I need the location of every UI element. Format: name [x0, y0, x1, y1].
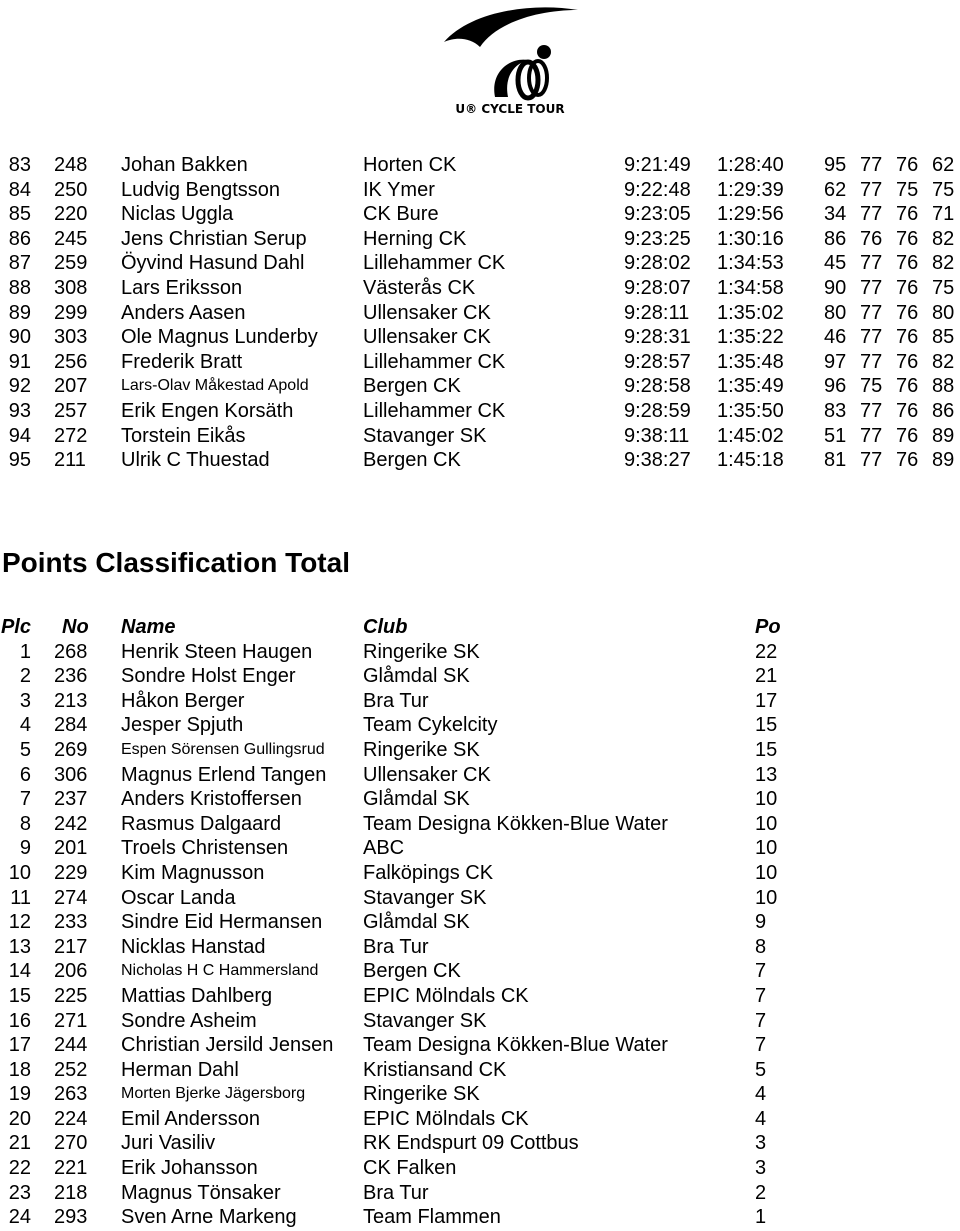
cell-points: 21 — [755, 665, 778, 688]
cell-p4: 75 — [932, 276, 955, 299]
cell-time: 9:23:25 — [624, 227, 691, 250]
cell-p3: 76 — [896, 449, 919, 472]
cell-name: Lars-Olav Måkestad Apold — [121, 377, 309, 395]
table-row — [0, 202, 960, 227]
cell-no: 250 — [54, 178, 88, 201]
cell-name: Anders Aasen — [121, 301, 246, 324]
cell-name: Kim Magnusson — [121, 861, 265, 884]
cell-name: Torstein Eikås — [121, 424, 246, 447]
table-row — [0, 178, 960, 203]
cell-club: CK Falken — [363, 1157, 457, 1180]
table-row — [0, 301, 960, 326]
cell-no: 259 — [54, 252, 88, 275]
cell-club: Kristiansand CK — [363, 1058, 507, 1081]
cell-name: Henrik Steen Haugen — [121, 640, 313, 663]
cell-points: 10 — [755, 812, 778, 835]
cell-no: 233 — [54, 911, 88, 934]
cell-plc: 12 — [8, 911, 31, 934]
cell-plc: 3 — [19, 689, 31, 712]
cell-plc: 87 — [8, 252, 31, 275]
cell-name: Espen Sörensen Gullingsrud — [121, 740, 325, 758]
table-row — [0, 1181, 960, 1206]
cell-plc: 93 — [8, 399, 31, 422]
table-row — [0, 1058, 960, 1083]
table-row — [0, 738, 960, 763]
cell-name: Jesper Spjuth — [121, 714, 244, 737]
table-row — [0, 251, 960, 276]
cell-name: Johan Bakken — [121, 154, 248, 176]
points-table — [0, 615, 960, 1230]
cell-p1: 90 — [824, 276, 847, 299]
cell-name: Ludvig Bengtsson — [121, 178, 281, 201]
cell-club: IK Ymer — [363, 178, 435, 201]
cell-p2: 75 — [860, 375, 883, 398]
table-row — [0, 984, 960, 1009]
table-row — [0, 1009, 960, 1034]
cell-no: 236 — [54, 665, 88, 688]
cell-time: 9:22:48 — [624, 178, 691, 201]
cell-points: 10 — [755, 861, 778, 884]
cell-p1: 97 — [824, 350, 847, 373]
cell-club: Bra Tur — [363, 1181, 429, 1204]
cell-no: 256 — [54, 350, 88, 373]
cell-plc: 16 — [8, 1009, 31, 1032]
cell-time: 9:28:31 — [624, 326, 691, 349]
cell-p4: 82 — [932, 252, 955, 275]
cell-gap: 1:35:02 — [717, 301, 784, 324]
cell-name: Morten Bjerke Jägersborg — [121, 1085, 306, 1103]
cell-name: Herman Dahl — [121, 1058, 239, 1081]
cell-p3: 76 — [896, 301, 919, 324]
cell-p4: 62 — [932, 154, 955, 176]
cell-p2: 77 — [860, 449, 883, 472]
cell-club: Horten CK — [363, 154, 457, 176]
cell-p2: 77 — [860, 178, 883, 201]
cell-p2: 77 — [860, 276, 883, 299]
cell-plc: 92 — [8, 375, 31, 398]
cell-points: 15 — [755, 738, 778, 761]
cell-p2: 77 — [860, 350, 883, 373]
cell-club: Team Designa Kökken-Blue Water — [363, 1034, 668, 1057]
cell-p3: 76 — [896, 375, 919, 398]
cell-points: 7 — [755, 984, 767, 1007]
cell-name: Erik Johansson — [121, 1157, 258, 1180]
cell-p2: 77 — [860, 399, 883, 422]
cell-points: 7 — [755, 1034, 767, 1057]
cell-time: 9:28:11 — [624, 301, 690, 324]
table-row — [0, 910, 960, 935]
table-row — [0, 424, 960, 449]
header-no: No — [62, 616, 89, 638]
cyclist-swoosh-icon — [440, 2, 580, 102]
cell-p2: 77 — [860, 424, 883, 447]
cell-points: 5 — [755, 1058, 767, 1081]
cell-club: Ullensaker CK — [363, 326, 491, 349]
cell-name: Magnus Tönsaker — [121, 1181, 281, 1204]
cell-p1: 81 — [824, 449, 847, 472]
cell-plc: 95 — [8, 449, 31, 472]
cell-no: 211 — [54, 449, 86, 472]
cell-p4: 88 — [932, 375, 955, 398]
cell-club: Stavanger SK — [363, 886, 487, 909]
cell-p1: 86 — [824, 227, 847, 250]
cell-plc: 10 — [8, 861, 31, 884]
cell-p4: 86 — [932, 399, 955, 422]
cell-club: Glåmdal SK — [363, 665, 470, 688]
cell-no: 244 — [54, 1034, 88, 1057]
cell-p1: 83 — [824, 399, 847, 422]
cell-points: 17 — [755, 689, 778, 712]
cell-no: 293 — [54, 1206, 88, 1229]
cell-p1: 46 — [824, 326, 847, 349]
cell-points: 4 — [755, 1107, 767, 1130]
cell-points: 22 — [755, 640, 778, 663]
cell-name: Jens Christian Serup — [121, 227, 307, 250]
cell-p4: 89 — [932, 424, 955, 447]
cell-plc: 85 — [8, 203, 31, 226]
cell-no: 269 — [54, 738, 88, 761]
cell-p3: 76 — [896, 326, 919, 349]
cell-p3: 76 — [896, 203, 919, 226]
table-row — [0, 640, 960, 665]
table-row — [0, 374, 960, 399]
cell-time: 9:23:05 — [624, 203, 691, 226]
cell-club: Västerås CK — [363, 276, 476, 299]
cell-p4: 82 — [932, 350, 955, 373]
cell-plc: 90 — [8, 326, 31, 349]
cell-points: 10 — [755, 788, 778, 811]
cell-no: 237 — [54, 788, 88, 811]
cell-p2: 77 — [860, 326, 883, 349]
cell-club: Bra Tur — [363, 935, 429, 958]
cell-gap: 1:45:18 — [717, 449, 784, 472]
table-row — [0, 325, 960, 350]
cell-no: 248 — [54, 154, 88, 176]
table-row — [0, 1131, 960, 1156]
cell-gap: 1:35:22 — [717, 326, 784, 349]
table-row — [0, 448, 960, 473]
cell-plc: 1 — [19, 640, 31, 663]
cell-name: Rasmus Dalgaard — [121, 812, 282, 835]
cell-club: Ringerike SK — [363, 640, 480, 663]
cell-p4: 85 — [932, 326, 955, 349]
cell-points: 4 — [755, 1083, 767, 1106]
cell-name: Frederik Bratt — [121, 350, 243, 373]
cell-time: 9:38:11 — [624, 424, 690, 447]
header-po: Po — [755, 616, 781, 638]
cell-club: RK Endspurt 09 Cottbus — [363, 1132, 579, 1155]
cell-plc: 7 — [19, 788, 31, 811]
cell-no: 213 — [54, 689, 88, 712]
cell-name: Nicholas H C Hammersland — [121, 962, 319, 980]
cell-club: Herning CK — [363, 227, 467, 250]
table-header — [0, 615, 960, 640]
cell-name: Magnus Erlend Tangen — [121, 763, 327, 786]
cell-points: 15 — [755, 714, 778, 737]
cell-plc: 4 — [19, 714, 31, 737]
table-row — [0, 1033, 960, 1058]
cell-time: 9:28:07 — [624, 276, 691, 299]
cell-time: 9:28:57 — [624, 350, 691, 373]
cell-no: 272 — [54, 424, 88, 447]
cell-club: CK Bure — [363, 203, 439, 226]
header-plc: Plc — [0, 616, 31, 638]
cell-plc: 83 — [8, 154, 31, 176]
cell-no: 303 — [54, 326, 88, 349]
table-row — [0, 713, 960, 738]
cell-no: 263 — [54, 1083, 88, 1106]
cell-p4: 82 — [932, 227, 955, 250]
section-title: Points Classification Total — [2, 547, 350, 578]
cell-club: Team Cykelcity — [363, 714, 498, 737]
cell-points: 7 — [755, 1009, 767, 1032]
cell-plc: 9 — [19, 837, 31, 860]
cell-name: Erik Engen Korsäth — [121, 399, 294, 422]
cell-club: Lillehammer CK — [363, 399, 506, 422]
cell-name: Lars Eriksson — [121, 276, 243, 299]
cell-p2: 77 — [860, 203, 883, 226]
cell-points: 8 — [755, 935, 767, 958]
cell-p3: 75 — [896, 178, 919, 201]
cell-no: 268 — [54, 640, 88, 663]
cell-club: ABC — [363, 837, 405, 860]
cell-gap: 1:34:58 — [717, 276, 784, 299]
cell-no: 252 — [54, 1058, 88, 1081]
cell-plc: 23 — [8, 1181, 31, 1204]
cell-name: Juri Vasiliv — [121, 1132, 216, 1155]
table-row — [0, 227, 960, 252]
cell-plc: 8 — [19, 812, 31, 835]
cell-no: 308 — [54, 276, 88, 299]
cell-name: Öyvind Hasund Dahl — [121, 252, 305, 275]
table-row — [0, 664, 960, 689]
cell-club: Glåmdal SK — [363, 788, 470, 811]
cell-p2: 77 — [860, 252, 883, 275]
cell-club: Bergen CK — [363, 960, 461, 983]
cell-p4: 89 — [932, 449, 955, 472]
cell-club: Team Flammen — [363, 1206, 501, 1229]
cell-no: 229 — [54, 861, 88, 884]
cell-name: Christian Jersild Jensen — [121, 1034, 334, 1057]
cell-name: Mattias Dahlberg — [121, 984, 273, 1007]
cell-no: 245 — [54, 227, 88, 250]
table-row — [0, 689, 960, 714]
cell-points: 3 — [755, 1132, 767, 1155]
cell-time: 9:28:02 — [624, 252, 691, 275]
cell-plc: 24 — [8, 1206, 31, 1229]
cell-club: Lillehammer CK — [363, 252, 506, 275]
cell-club: Team Designa Kökken-Blue Water — [363, 812, 668, 835]
cell-club: Stavanger SK — [363, 424, 487, 447]
cell-p3: 76 — [896, 276, 919, 299]
cell-club: Glåmdal SK — [363, 911, 470, 934]
cell-no: 299 — [54, 301, 88, 324]
cell-name: Sondre Holst Enger — [121, 665, 296, 688]
cell-gap: 1:35:48 — [717, 350, 784, 373]
table-row — [0, 787, 960, 812]
cell-p1: 51 — [824, 424, 847, 447]
cell-points: 13 — [755, 763, 778, 786]
cell-club: Ringerike SK — [363, 1083, 480, 1106]
logo-text: U® CYCLE TOUR — [455, 102, 565, 116]
table-row — [0, 1156, 960, 1181]
cell-no: 242 — [54, 812, 88, 835]
table-row — [0, 861, 960, 886]
cell-plc: 15 — [8, 984, 31, 1007]
cell-p1: 95 — [824, 154, 847, 176]
cell-p1: 62 — [824, 178, 847, 201]
cell-name: Niclas Uggla — [121, 203, 234, 226]
table-row — [0, 812, 960, 837]
cell-p1: 45 — [824, 252, 847, 275]
cell-p3: 76 — [896, 424, 919, 447]
cell-p1: 34 — [824, 203, 847, 226]
cell-points: 1 — [755, 1206, 767, 1229]
header-name: Name — [121, 616, 176, 638]
cell-p2: 77 — [860, 154, 883, 176]
cell-no: 306 — [54, 763, 88, 786]
cell-name: Troels Christensen — [121, 837, 289, 860]
cell-name: Sondre Asheim — [121, 1009, 257, 1032]
logo — [440, 2, 580, 120]
table-row — [0, 350, 960, 375]
cell-points: 7 — [755, 960, 767, 983]
cell-club: Ringerike SK — [363, 738, 480, 761]
cell-no: 221 — [54, 1157, 88, 1180]
cell-name: Håkon Berger — [121, 689, 245, 712]
cell-gap: 1:29:56 — [717, 203, 784, 226]
cell-no: 217 — [54, 935, 88, 958]
cell-name: Oscar Landa — [121, 886, 236, 909]
cell-plc: 14 — [8, 960, 31, 983]
table-row — [0, 1082, 960, 1107]
cell-time: 9:38:27 — [624, 449, 691, 472]
cell-p3: 76 — [896, 252, 919, 275]
table-row — [0, 1205, 960, 1230]
cell-p4: 75 — [932, 178, 955, 201]
cell-time: 9:21:49 — [624, 154, 691, 176]
cell-club: Stavanger SK — [363, 1009, 487, 1032]
table-row — [0, 959, 960, 984]
cell-plc: 21 — [8, 1132, 31, 1155]
cell-plc: 89 — [8, 301, 31, 324]
cell-no: 270 — [54, 1132, 88, 1155]
cell-points: 9 — [755, 911, 767, 934]
cell-no: 284 — [54, 714, 88, 737]
cell-gap: 1:35:50 — [717, 399, 784, 422]
cell-name: Ulrik C Thuestad — [121, 449, 270, 472]
cell-no: 218 — [54, 1181, 88, 1204]
table-row — [0, 763, 960, 788]
cell-p1: 80 — [824, 301, 847, 324]
table-row — [0, 886, 960, 911]
cell-time: 9:28:59 — [624, 399, 691, 422]
cell-gap: 1:45:02 — [717, 424, 784, 447]
cell-no: 271 — [54, 1009, 88, 1032]
cell-plc: 22 — [8, 1157, 31, 1180]
cell-p1: 96 — [824, 375, 847, 398]
cell-plc: 19 — [8, 1083, 31, 1106]
cell-club: EPIC Mölndals CK — [363, 1107, 529, 1130]
results-table — [0, 153, 960, 473]
cell-no: 207 — [54, 375, 88, 398]
cell-club: Ullensaker CK — [363, 763, 491, 786]
table-row — [0, 276, 960, 301]
cell-gap: 1:35:49 — [717, 375, 784, 398]
cell-name: Sindre Eid Hermansen — [121, 911, 323, 934]
cell-plc: 5 — [19, 738, 31, 761]
cell-points: 3 — [755, 1157, 767, 1180]
cell-name: Emil Andersson — [121, 1107, 260, 1130]
cell-plc: 88 — [8, 276, 31, 299]
cell-gap: 1:30:16 — [717, 227, 784, 250]
cell-plc: 86 — [8, 227, 31, 250]
cell-no: 257 — [54, 399, 88, 422]
cell-p4: 80 — [932, 301, 955, 324]
cell-no: 225 — [54, 984, 88, 1007]
cell-p2: 77 — [860, 301, 883, 324]
header-club: Club — [363, 616, 408, 638]
cell-no: 201 — [54, 837, 88, 860]
cell-points: 10 — [755, 837, 778, 860]
cell-club: Bra Tur — [363, 689, 429, 712]
cell-no: 224 — [54, 1107, 88, 1130]
table-row — [0, 836, 960, 861]
table-row — [0, 935, 960, 960]
cell-name: Sven Arne Markeng — [121, 1206, 297, 1229]
cell-club: Falköpings CK — [363, 861, 494, 884]
cell-plc: 94 — [8, 424, 31, 447]
cell-club: Bergen CK — [363, 449, 461, 472]
table-row — [0, 1107, 960, 1132]
cell-gap: 1:34:53 — [717, 252, 784, 275]
cell-time: 9:28:58 — [624, 375, 691, 398]
cell-plc: 6 — [19, 763, 31, 786]
cell-gap: 1:29:39 — [717, 178, 784, 201]
cell-plc: 17 — [8, 1034, 31, 1057]
cell-p2: 76 — [860, 227, 883, 250]
table-row — [0, 153, 960, 178]
cell-p3: 76 — [896, 350, 919, 373]
cell-no: 206 — [54, 960, 88, 983]
cell-club: Lillehammer CK — [363, 350, 506, 373]
cell-name: Anders Kristoffersen — [121, 788, 302, 811]
cell-p4: 71 — [932, 203, 955, 226]
cell-club: EPIC Mölndals CK — [363, 984, 529, 1007]
cell-no: 274 — [54, 886, 88, 909]
cell-no: 220 — [54, 203, 88, 226]
cell-points: 10 — [755, 886, 778, 909]
cell-plc: 84 — [8, 178, 31, 201]
cell-p3: 76 — [896, 227, 919, 250]
cell-name: Nicklas Hanstad — [121, 935, 266, 958]
cell-club: Ullensaker CK — [363, 301, 491, 324]
cell-club: Bergen CK — [363, 375, 461, 398]
cell-plc: 11 — [10, 886, 31, 909]
cell-plc: 20 — [8, 1107, 31, 1130]
cell-plc: 18 — [8, 1058, 31, 1081]
table-row — [0, 399, 960, 424]
cell-points: 2 — [755, 1181, 767, 1204]
cell-name: Ole Magnus Lunderby — [121, 326, 318, 349]
cell-gap: 1:28:40 — [717, 154, 784, 176]
cell-plc: 91 — [8, 350, 31, 373]
cell-p3: 76 — [896, 399, 919, 422]
cell-plc: 13 — [8, 935, 31, 958]
cell-p3: 76 — [896, 154, 919, 176]
cell-plc: 2 — [19, 665, 31, 688]
